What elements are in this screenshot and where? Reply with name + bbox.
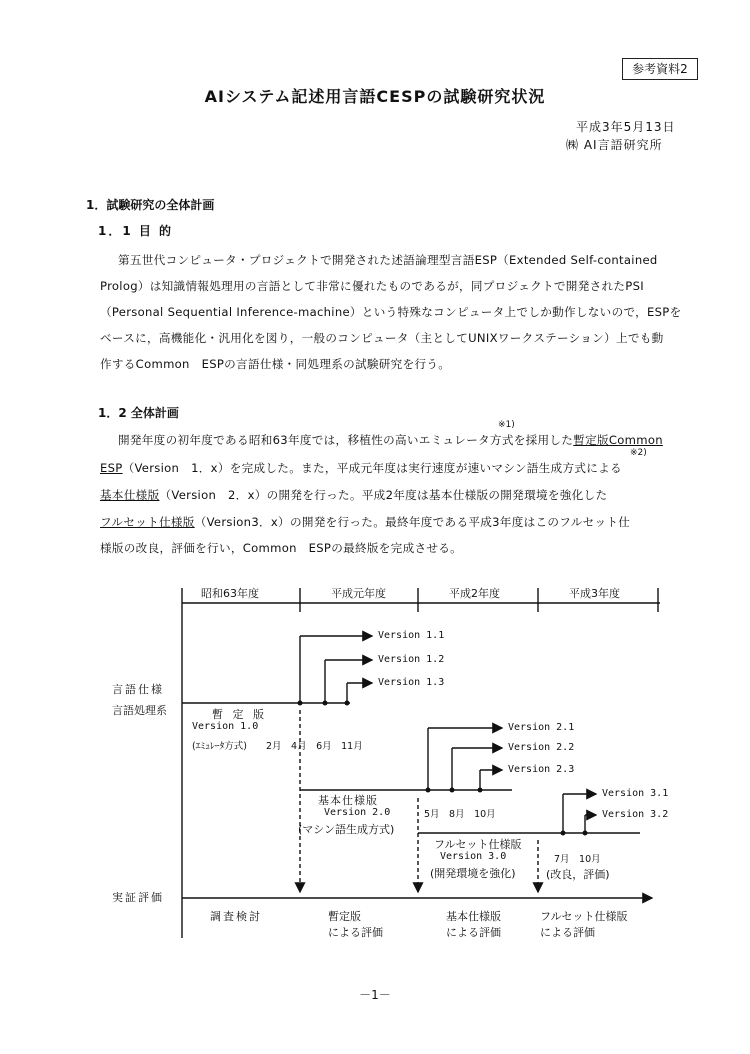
milestone-dot	[345, 701, 350, 706]
milestone-dot	[426, 788, 431, 793]
year-label: 平成元年度	[328, 585, 389, 601]
v1-months: 2月 4月 6月 11月	[266, 741, 363, 752]
subsection-plan-heading: 1．2 全体計画	[98, 406, 179, 420]
v1-method: (ｴﾐｭﾚｰﾀ方式)	[192, 741, 247, 752]
v3-months: 7月 10月	[554, 854, 601, 865]
evaluation-phase: による評価	[446, 926, 501, 939]
year-label: 昭和63年度	[198, 585, 262, 601]
purpose-line: Prolog）は知識情報処理用の言語として非常に優れたものであるが，同プロジェクトで開発されたPSI	[100, 279, 644, 293]
milestone-dot	[583, 831, 588, 836]
plan-text: （Version3．x）の開発を行った。最終年度である平成3年度はこのフルセット仕	[194, 515, 631, 529]
row-label-evaluation: 実証評価	[112, 891, 164, 904]
v1-version: Version 1.0	[192, 721, 259, 732]
version-label: Version 3.2	[602, 809, 669, 820]
evaluation-phase: フルセット仕様版	[540, 910, 628, 923]
subsection-purpose-heading: 1．1 目 的	[98, 224, 174, 238]
purpose-line: （Personal Sequential Inference-machine）という特殊なコンピュータ上でしか動作しないので，ESPを	[100, 305, 682, 319]
milestone-dot	[478, 788, 483, 793]
v3-version: Version 3.0	[440, 851, 507, 862]
version-label: Version 2.2	[508, 742, 575, 753]
purpose-line: ベースに，高機能化・汎用化を図り，一般のコンピュータ（主としてUNIXワークステーション）上でも動	[100, 331, 664, 345]
plan-term: 基本仕様版	[100, 488, 160, 502]
page-number: －1－	[359, 988, 391, 1002]
version-label: Version 1.2	[378, 654, 445, 665]
evaluation-phase: 調査検討	[210, 910, 262, 923]
version-label: Version 2.1	[508, 722, 575, 733]
v2-method: (マシン語生成方式)	[298, 823, 395, 836]
purpose-line: 作するCommon ESPの言語仕様・同処理系の試験研究を行う。	[100, 357, 451, 371]
v2-label: 基本仕様版	[318, 794, 378, 807]
v2-months: 5月 8月 10月	[424, 809, 496, 820]
v3-method: (開発環境を強化)	[430, 867, 516, 880]
evaluation-phase: による評価	[540, 926, 595, 939]
row-label-language-spec: 言語仕様	[112, 683, 164, 696]
milestone-dot	[561, 831, 566, 836]
plan-term: 暫定版Common	[573, 433, 663, 447]
milestone-dot	[323, 701, 328, 706]
version-label: Version 3.1	[602, 788, 669, 799]
v3-label: フルセット仕様版	[434, 838, 522, 851]
plan-term: ESP	[100, 461, 123, 475]
organization: ㈱ AI言語研究所	[566, 138, 663, 152]
plan-text: （Version 2．x）の開発を行った。平成2年度は基本仕様版の開発環境を強化した	[159, 488, 608, 502]
v2-version: Version 2.0	[324, 807, 391, 818]
row-label-processor: 言語処理系	[112, 704, 167, 717]
version-label: Version 1.1	[378, 630, 445, 641]
v3-status: (改良，評価)	[546, 868, 610, 881]
year-label: 平成3年度	[566, 585, 623, 601]
milestone-dot	[298, 701, 303, 706]
evaluation-phase: による評価	[328, 926, 383, 939]
section-heading: 1．試験研究の全体計画	[86, 198, 215, 212]
version-label: Version 2.3	[508, 764, 575, 775]
document-title: AIシステム記述用言語CESPの試験研究状況	[204, 87, 546, 106]
evaluation-phase: 暫定版	[328, 910, 361, 923]
year-label: 平成2年度	[446, 585, 503, 601]
v1-label: 暫 定 版	[212, 708, 267, 721]
footnote-marker: ※1)	[498, 420, 515, 430]
document-date: 平成3年5月13日	[576, 120, 676, 134]
version-label: Version 1.3	[378, 677, 445, 688]
plan-line: 様版の改良，評価を行い，Common ESPの最終版を完成させる。	[100, 541, 463, 555]
evaluation-phase: 基本仕様版	[446, 910, 501, 923]
reference-label: 参考資料2	[622, 58, 698, 80]
plan-text: 開発年度の初年度である昭和63年度では，移植性の高いエミュレータ方式を採用した	[118, 433, 574, 447]
milestone-dot	[450, 788, 455, 793]
plan-term: フルセット仕様版	[100, 515, 195, 529]
purpose-line: 第五世代コンピュータ・プロジェクトで開発された述語論理型言語ESP（Extended Self-contained	[118, 253, 658, 267]
footnote-marker: ※2)	[630, 448, 647, 458]
plan-text: （Version 1．x）を完成した。また，平成元年度は実行速度が速いマシン語生成方式による	[122, 461, 622, 475]
